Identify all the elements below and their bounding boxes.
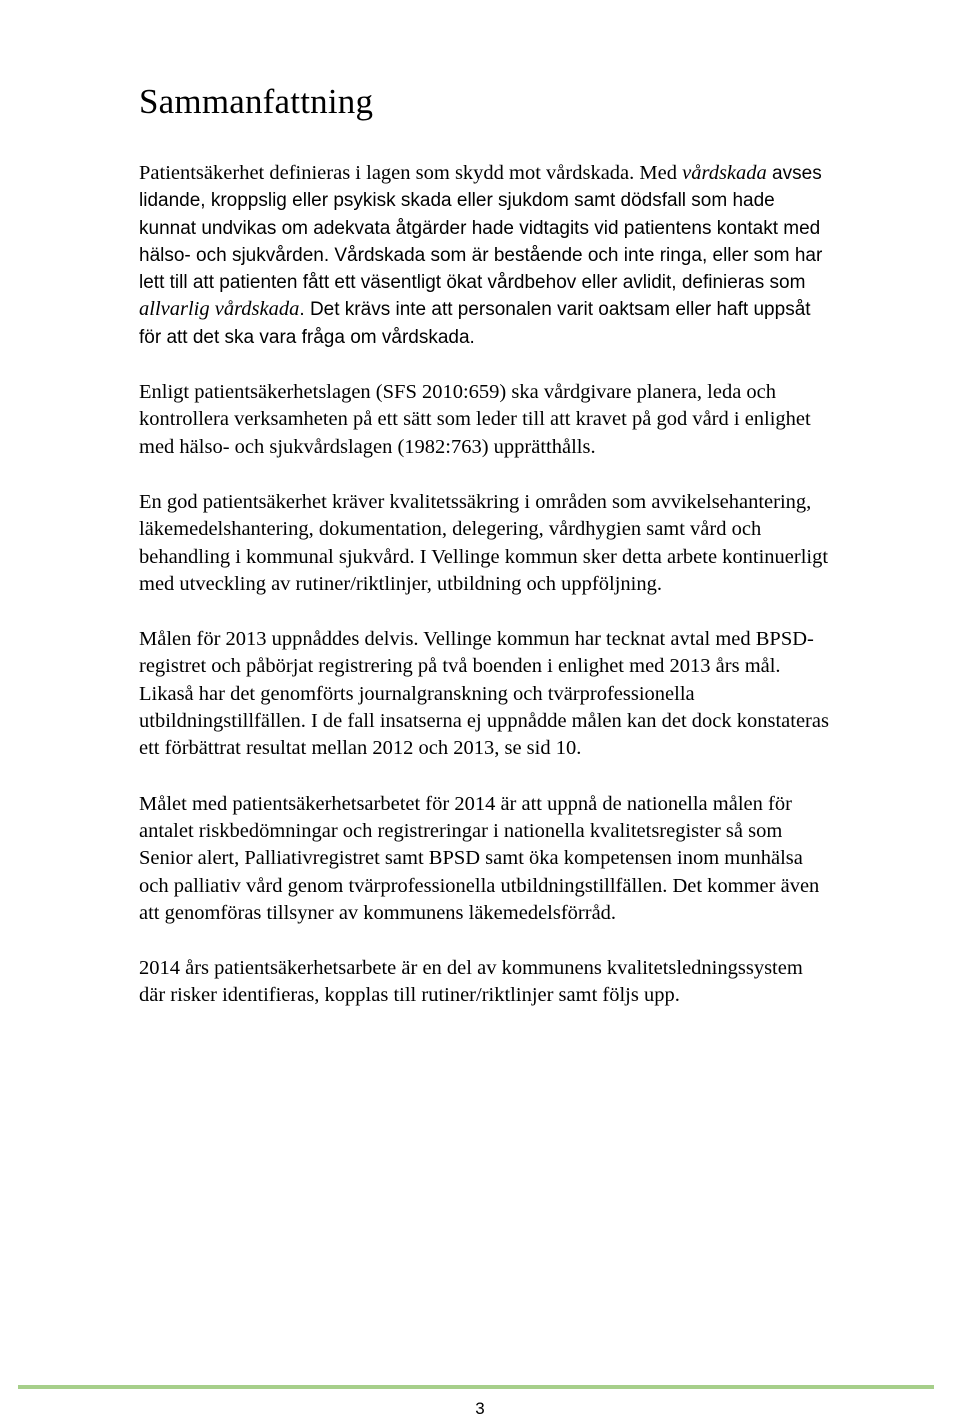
paragraph-definition-part1: Patientsäkerhet definieras i lagen som skydd mot vårdskada. Med bbox=[139, 162, 683, 184]
paragraph-quality-assurance: En god patientsäkerhet kräver kvalitetssäkring i områden som avvikelsehantering, läkemedelshantering, dokumentation, delegering, vårdhygien samt vård och behandling i kommunal sjukvård. I Vellinge kommun sker detta arbete kontinuerligt med utveckling av rutiner/riktlinjer, utbildning och uppföljning. bbox=[139, 490, 829, 595]
paragraph-definition-part2: avses lidande, kroppslig eller psykisk skada eller sjukdom samt dödsfall som hade kunnat undvikas om adekvata åtgärder hade vidtagits vid patientens kontakt med hälso- och sjukvården. Vårdskada som är bestående och inte ringa, eller som har lett till att patienten fått ett väsentligt ökat vårdbehov eller avlidit, definieras som bbox=[139, 163, 823, 294]
paragraph-goals-2014: Målet med patientsäkerhetsarbetet för 2014 är att uppnå de nationella målen för antalet riskbedömningar och registreringar i nationella kvalitetsregister så som Senior alert, Palliativregistret samt BPSD samt öka kompetensen inom munhälsa och palliativ vård genom tvärprofessionella utbildningstillfällen. Det kommer även att genomföras tillsyner av kommunens läkemedelsförråd. bbox=[139, 792, 820, 924]
paragraph-law: Enligt patientsäkerhetslagen (SFS 2010:659) ska vårdgivare planera, leda och kontrollera verksamheten på ett sätt som leder till att kravet på god vård i enlighet med hälso- och sjukvårdslagen (1982:763) upprätthålls. bbox=[139, 381, 811, 458]
paragraph-definition-part3: . Det krävs inte att personalen varit oaktsam eller haft uppsåt för att det ska vara fråga om vårdskada. bbox=[139, 299, 811, 348]
paragraph-definition bbox=[139, 160, 829, 351]
term-vardskada: vårdskada bbox=[682, 162, 767, 184]
paragraph-quality-system: 2014 års patientsäkerhetsarbete är en del av kommunens kvalitetsledningssystem där risker identifieras, kopplas till rutiner/riktlinjer samt följs upp. bbox=[139, 957, 803, 1007]
page-content bbox=[139, 80, 829, 1010]
page-title: Sammanfattning bbox=[139, 82, 374, 121]
paragraph-goals-2013: Målen för 2013 uppnåddes delvis. Vellinge kommun har tecknat avtal med BPSD-registret och påbörjat registrering på två boenden i enlighet med 2013 års mål. Likaså har det genomförts journalgranskning och tvärprofessionella utbildningstillfällen. I de fall insatserna ej uppnådde målen kan det dock konstateras ett förbättrat resultat mellan 2012 och 2013, se sid 10. bbox=[139, 628, 829, 760]
term-allvarlig-vardskada: allvarlig vårdskada bbox=[139, 298, 300, 321]
page-number: 3 bbox=[475, 1399, 485, 1418]
footer-divider bbox=[18, 1385, 934, 1389]
